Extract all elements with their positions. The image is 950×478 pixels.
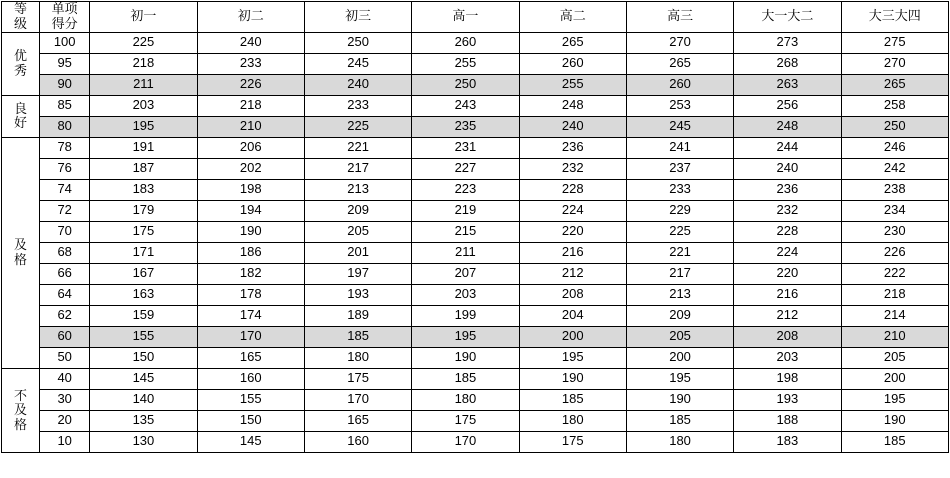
value-cell: 180 xyxy=(626,431,733,452)
value-cell: 207 xyxy=(412,263,519,284)
value-cell: 219 xyxy=(412,200,519,221)
value-cell: 228 xyxy=(734,221,841,242)
value-cell: 200 xyxy=(626,347,733,368)
grade-group-label-line: 良 xyxy=(14,100,28,116)
grade-group-label-line: 格 xyxy=(14,251,28,267)
score-cell: 85 xyxy=(40,95,90,116)
value-cell: 208 xyxy=(519,284,626,305)
value-cell: 229 xyxy=(626,200,733,221)
value-cell: 223 xyxy=(412,179,519,200)
value-cell: 240 xyxy=(197,32,304,53)
grade-group-label-line: 及 xyxy=(14,237,28,253)
table-row xyxy=(2,242,949,263)
table-body xyxy=(2,32,949,452)
value-cell: 190 xyxy=(412,347,519,368)
value-cell: 186 xyxy=(197,242,304,263)
value-cell: 232 xyxy=(519,158,626,179)
value-cell: 216 xyxy=(519,242,626,263)
value-cell: 195 xyxy=(519,347,626,368)
value-cell: 204 xyxy=(519,305,626,326)
value-cell: 193 xyxy=(304,284,411,305)
value-cell: 236 xyxy=(519,137,626,158)
value-cell: 167 xyxy=(90,263,197,284)
table-row xyxy=(2,137,949,158)
table-row xyxy=(2,368,949,389)
table-row xyxy=(2,179,949,200)
score-cell: 60 xyxy=(40,326,90,347)
table-row xyxy=(2,200,949,221)
value-cell: 165 xyxy=(304,410,411,431)
score-cell: 72 xyxy=(40,200,90,221)
value-cell: 256 xyxy=(734,95,841,116)
score-cell: 10 xyxy=(40,431,90,452)
value-cell: 241 xyxy=(626,137,733,158)
value-cell: 218 xyxy=(90,53,197,74)
value-cell: 174 xyxy=(197,305,304,326)
grade-group-label-line: 及 xyxy=(14,402,28,418)
value-cell: 273 xyxy=(734,32,841,53)
value-cell: 217 xyxy=(304,158,411,179)
value-cell: 203 xyxy=(90,95,197,116)
value-cell: 206 xyxy=(197,137,304,158)
value-cell: 210 xyxy=(197,116,304,137)
header-grade-line-2: 级 xyxy=(14,15,28,31)
value-cell: 225 xyxy=(626,221,733,242)
value-cell: 209 xyxy=(626,305,733,326)
value-cell: 240 xyxy=(734,158,841,179)
value-cell: 179 xyxy=(90,200,197,221)
value-cell: 258 xyxy=(841,95,948,116)
value-cell: 201 xyxy=(304,242,411,263)
table-row xyxy=(2,53,949,74)
value-cell: 200 xyxy=(841,368,948,389)
header-stage-5: 高二 xyxy=(519,2,626,33)
value-cell: 224 xyxy=(734,242,841,263)
score-cell: 76 xyxy=(40,158,90,179)
header-stage-7: 大一大二 xyxy=(734,2,841,33)
value-cell: 240 xyxy=(519,116,626,137)
value-cell: 224 xyxy=(519,200,626,221)
score-cell: 80 xyxy=(40,116,90,137)
value-cell: 217 xyxy=(626,263,733,284)
score-cell: 20 xyxy=(40,410,90,431)
value-cell: 202 xyxy=(197,158,304,179)
header-stage-4: 高一 xyxy=(412,2,519,33)
header-stage-8: 大三大四 xyxy=(841,2,948,33)
header-stage-6: 高三 xyxy=(626,2,733,33)
value-cell: 216 xyxy=(734,284,841,305)
value-cell: 198 xyxy=(734,368,841,389)
value-cell: 214 xyxy=(841,305,948,326)
value-cell: 185 xyxy=(412,368,519,389)
score-cell: 78 xyxy=(40,137,90,158)
table-row xyxy=(2,410,949,431)
score-cell: 90 xyxy=(40,74,90,95)
score-cell: 68 xyxy=(40,242,90,263)
value-cell: 263 xyxy=(734,74,841,95)
value-cell: 190 xyxy=(519,368,626,389)
value-cell: 195 xyxy=(626,368,733,389)
value-cell: 253 xyxy=(626,95,733,116)
grade-standard-table xyxy=(1,1,949,453)
value-cell: 190 xyxy=(841,410,948,431)
header-grade-line-1: 等 xyxy=(14,1,28,16)
value-cell: 265 xyxy=(519,32,626,53)
value-cell: 170 xyxy=(197,326,304,347)
header-score-line-1: 单项 xyxy=(51,1,78,16)
value-cell: 248 xyxy=(734,116,841,137)
score-cell: 66 xyxy=(40,263,90,284)
value-cell: 250 xyxy=(412,74,519,95)
table-row xyxy=(2,116,949,137)
value-cell: 260 xyxy=(626,74,733,95)
value-cell: 208 xyxy=(734,326,841,347)
grade-group-label-line: 格 xyxy=(14,416,28,432)
value-cell: 226 xyxy=(197,74,304,95)
table-row xyxy=(2,221,949,242)
value-cell: 250 xyxy=(841,116,948,137)
value-cell: 145 xyxy=(90,368,197,389)
score-cell: 50 xyxy=(40,347,90,368)
table-row xyxy=(2,347,949,368)
value-cell: 191 xyxy=(90,137,197,158)
value-cell: 198 xyxy=(197,179,304,200)
score-cell: 64 xyxy=(40,284,90,305)
value-cell: 225 xyxy=(90,32,197,53)
value-cell: 228 xyxy=(519,179,626,200)
value-cell: 245 xyxy=(304,53,411,74)
value-cell: 220 xyxy=(519,221,626,242)
value-cell: 145 xyxy=(197,431,304,452)
value-cell: 245 xyxy=(626,116,733,137)
value-cell: 160 xyxy=(304,431,411,452)
header-stage-2: 初二 xyxy=(197,2,304,33)
value-cell: 185 xyxy=(841,431,948,452)
value-cell: 170 xyxy=(304,389,411,410)
value-cell: 199 xyxy=(412,305,519,326)
value-cell: 188 xyxy=(734,410,841,431)
value-cell: 242 xyxy=(841,158,948,179)
value-cell: 171 xyxy=(90,242,197,263)
value-cell: 235 xyxy=(412,116,519,137)
value-cell: 220 xyxy=(734,263,841,284)
grade-group-label-line: 好 xyxy=(14,115,28,131)
value-cell: 215 xyxy=(412,221,519,242)
value-cell: 180 xyxy=(519,410,626,431)
score-cell: 74 xyxy=(40,179,90,200)
header-grade xyxy=(2,2,40,33)
value-cell: 150 xyxy=(197,410,304,431)
value-cell: 175 xyxy=(519,431,626,452)
value-cell: 236 xyxy=(734,179,841,200)
value-cell: 183 xyxy=(734,431,841,452)
value-cell: 185 xyxy=(304,326,411,347)
score-cell: 62 xyxy=(40,305,90,326)
grade-group-label xyxy=(2,137,40,368)
value-cell: 213 xyxy=(626,284,733,305)
grade-group-label xyxy=(2,32,40,95)
table-row xyxy=(2,326,949,347)
value-cell: 205 xyxy=(626,326,733,347)
value-cell: 203 xyxy=(412,284,519,305)
value-cell: 175 xyxy=(412,410,519,431)
value-cell: 255 xyxy=(519,74,626,95)
header-stage-1: 初一 xyxy=(90,2,197,33)
value-cell: 232 xyxy=(734,200,841,221)
value-cell: 140 xyxy=(90,389,197,410)
value-cell: 197 xyxy=(304,263,411,284)
value-cell: 150 xyxy=(90,347,197,368)
value-cell: 230 xyxy=(841,221,948,242)
value-cell: 221 xyxy=(304,137,411,158)
grade-group-label-line: 优 xyxy=(14,48,28,64)
value-cell: 159 xyxy=(90,305,197,326)
value-cell: 185 xyxy=(626,410,733,431)
grade-group-label xyxy=(2,368,40,452)
value-cell: 248 xyxy=(519,95,626,116)
value-cell: 178 xyxy=(197,284,304,305)
value-cell: 233 xyxy=(626,179,733,200)
value-cell: 211 xyxy=(90,74,197,95)
value-cell: 170 xyxy=(412,431,519,452)
grade-group-label-line: 秀 xyxy=(14,62,28,78)
value-cell: 265 xyxy=(841,74,948,95)
table-row xyxy=(2,74,949,95)
value-cell: 221 xyxy=(626,242,733,263)
value-cell: 210 xyxy=(841,326,948,347)
value-cell: 190 xyxy=(197,221,304,242)
value-cell: 185 xyxy=(519,389,626,410)
value-cell: 165 xyxy=(197,347,304,368)
value-cell: 240 xyxy=(304,74,411,95)
value-cell: 231 xyxy=(412,137,519,158)
score-cell: 40 xyxy=(40,368,90,389)
score-cell: 30 xyxy=(40,389,90,410)
table-header-row xyxy=(2,2,949,33)
value-cell: 183 xyxy=(90,179,197,200)
value-cell: 195 xyxy=(90,116,197,137)
value-cell: 155 xyxy=(90,326,197,347)
value-cell: 218 xyxy=(197,95,304,116)
value-cell: 238 xyxy=(841,179,948,200)
value-cell: 130 xyxy=(90,431,197,452)
value-cell: 225 xyxy=(304,116,411,137)
table-row xyxy=(2,158,949,179)
value-cell: 187 xyxy=(90,158,197,179)
value-cell: 237 xyxy=(626,158,733,179)
value-cell: 193 xyxy=(734,389,841,410)
value-cell: 234 xyxy=(841,200,948,221)
value-cell: 250 xyxy=(304,32,411,53)
value-cell: 268 xyxy=(734,53,841,74)
value-cell: 203 xyxy=(734,347,841,368)
value-cell: 212 xyxy=(519,263,626,284)
value-cell: 182 xyxy=(197,263,304,284)
table-row xyxy=(2,32,949,53)
value-cell: 205 xyxy=(841,347,948,368)
value-cell: 243 xyxy=(412,95,519,116)
value-cell: 163 xyxy=(90,284,197,305)
table-row xyxy=(2,284,949,305)
header-stage-3: 初三 xyxy=(304,2,411,33)
value-cell: 189 xyxy=(304,305,411,326)
value-cell: 180 xyxy=(304,347,411,368)
score-cell: 70 xyxy=(40,221,90,242)
value-cell: 195 xyxy=(412,326,519,347)
value-cell: 255 xyxy=(412,53,519,74)
value-cell: 233 xyxy=(197,53,304,74)
table-row xyxy=(2,95,949,116)
value-cell: 260 xyxy=(412,32,519,53)
value-cell: 195 xyxy=(841,389,948,410)
value-cell: 270 xyxy=(841,53,948,74)
value-cell: 135 xyxy=(90,410,197,431)
value-cell: 222 xyxy=(841,263,948,284)
value-cell: 155 xyxy=(197,389,304,410)
header-score-line-2: 得分 xyxy=(51,15,78,31)
grade-group-label xyxy=(2,95,40,137)
value-cell: 218 xyxy=(841,284,948,305)
score-cell: 95 xyxy=(40,53,90,74)
table-row xyxy=(2,431,949,452)
value-cell: 200 xyxy=(519,326,626,347)
table-row xyxy=(2,305,949,326)
value-cell: 160 xyxy=(197,368,304,389)
grade-group-label-line: 不 xyxy=(14,387,28,403)
value-cell: 190 xyxy=(626,389,733,410)
value-cell: 246 xyxy=(841,137,948,158)
value-cell: 213 xyxy=(304,179,411,200)
score-cell: 100 xyxy=(40,32,90,53)
value-cell: 233 xyxy=(304,95,411,116)
table-row xyxy=(2,263,949,284)
value-cell: 227 xyxy=(412,158,519,179)
value-cell: 205 xyxy=(304,221,411,242)
value-cell: 180 xyxy=(412,389,519,410)
value-cell: 209 xyxy=(304,200,411,221)
value-cell: 212 xyxy=(734,305,841,326)
value-cell: 244 xyxy=(734,137,841,158)
table-row xyxy=(2,389,949,410)
header-score xyxy=(40,2,90,33)
value-cell: 226 xyxy=(841,242,948,263)
value-cell: 275 xyxy=(841,32,948,53)
value-cell: 175 xyxy=(304,368,411,389)
value-cell: 194 xyxy=(197,200,304,221)
value-cell: 260 xyxy=(519,53,626,74)
value-cell: 265 xyxy=(626,53,733,74)
value-cell: 270 xyxy=(626,32,733,53)
value-cell: 211 xyxy=(412,242,519,263)
value-cell: 175 xyxy=(90,221,197,242)
